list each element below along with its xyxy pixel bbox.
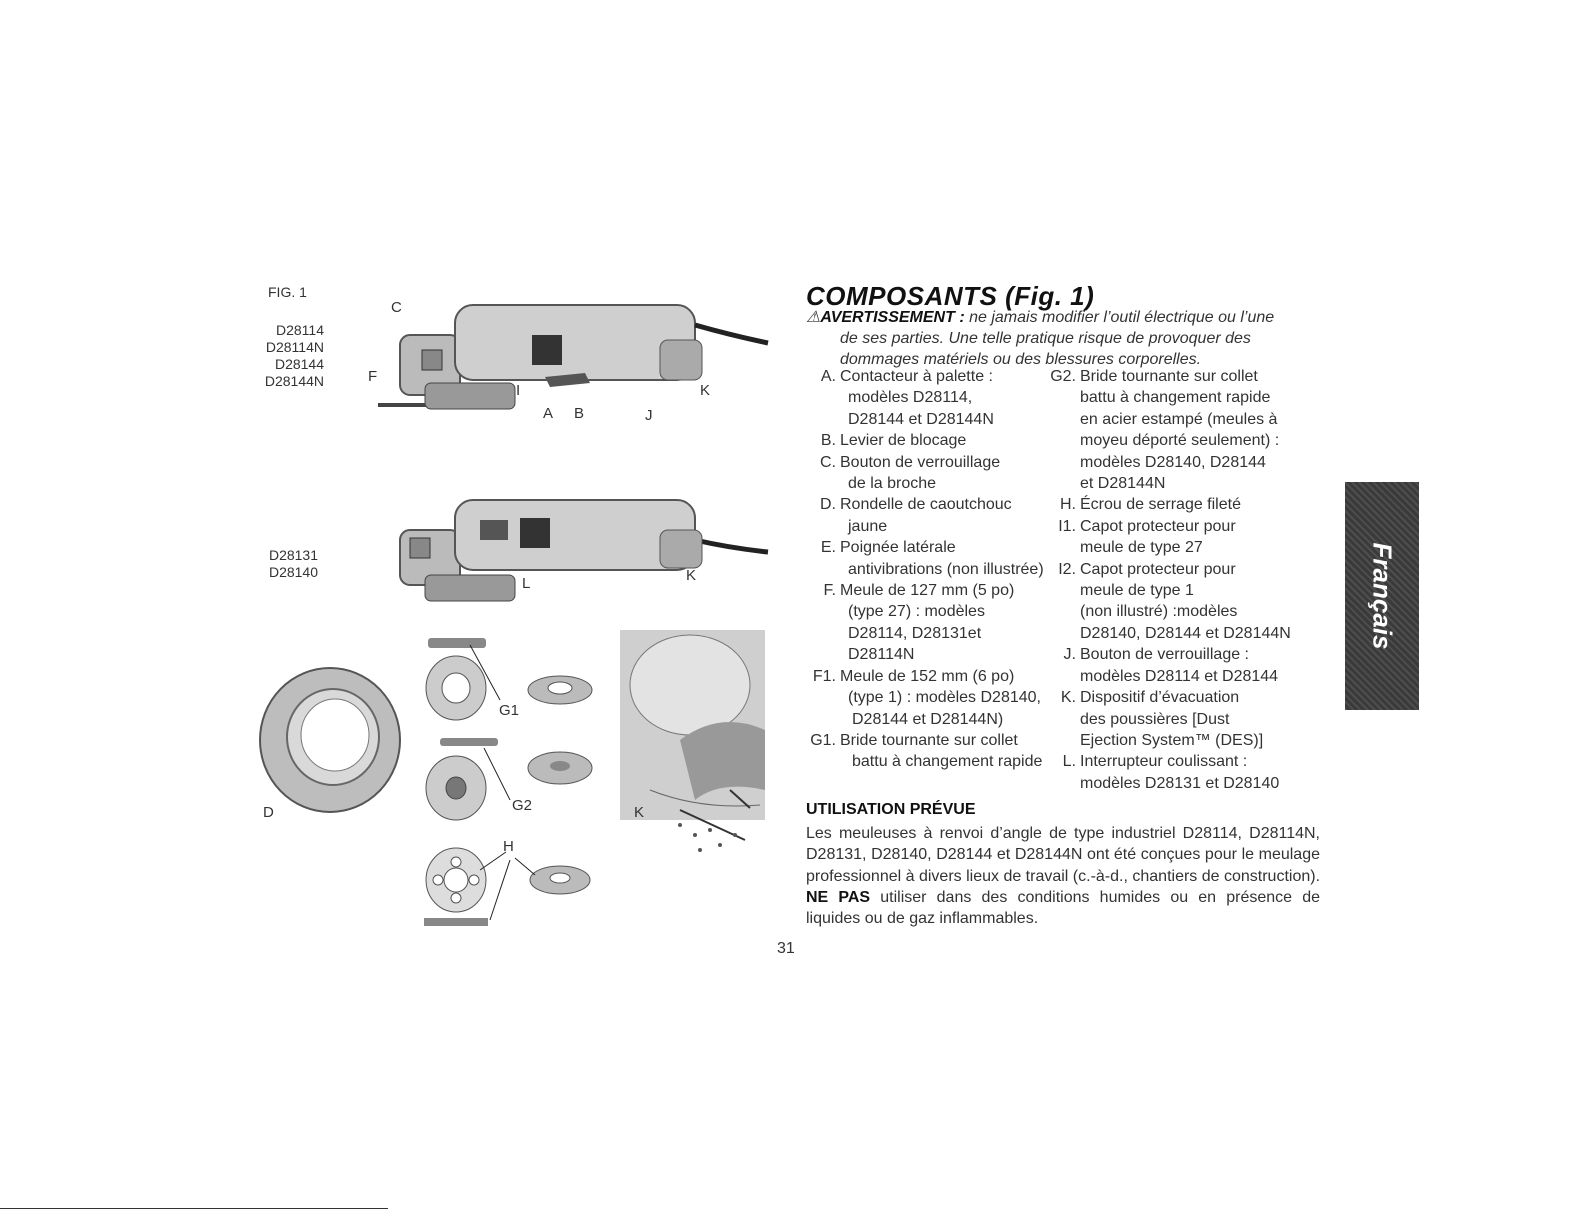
component-key: K.	[1060, 689, 1076, 707]
warning-icon: ⚠	[806, 309, 821, 326]
usage-heading: UTILISATION PRÉVUE	[806, 801, 976, 818]
component-text: modèles D28114,	[848, 389, 973, 407]
component-item	[1044, 644, 1334, 687]
footer-rule	[0, 1208, 388, 1209]
component-key: F.	[823, 582, 836, 600]
component-text: Rondelle de caoutchouc	[840, 496, 1012, 514]
component-text: (non illustré) :modèles	[1080, 603, 1238, 621]
component-key: C.	[820, 453, 836, 471]
component-key: I2.	[1058, 560, 1076, 578]
model-number: D28114N	[265, 339, 324, 355]
component-text: jaune	[848, 517, 888, 535]
component-text: de la broche	[848, 475, 937, 493]
component-text: meule de type 1	[1080, 582, 1194, 600]
component-text: modèles D28114 et D28144	[1080, 667, 1279, 685]
model-list-1	[252, 322, 324, 390]
warning-line: ne jamais modifier l’outil électrique ou l’une	[969, 309, 1275, 326]
component-key: H.	[1060, 496, 1076, 514]
page-title: COMPOSANTS (Fig. 1)	[806, 281, 1095, 311]
flange-illustrations	[420, 630, 620, 930]
component-text: D28144 et D28144N)	[852, 710, 1004, 728]
warning-lead: AVERTISSEMENT :	[820, 309, 965, 326]
figure-label: FIG. 1	[268, 284, 307, 300]
callout-d: D	[263, 804, 274, 821]
callout-k: K	[700, 382, 711, 399]
component-text: Contacteur à palette :	[840, 368, 993, 385]
component-text: Meule de 152 mm (6 po)	[840, 667, 1015, 685]
component-text: Bouton de verrouillage	[840, 453, 1001, 471]
component-item	[806, 730, 1046, 773]
component-text: moyeu déporté seulement) :	[1080, 432, 1280, 450]
language-tab	[1345, 482, 1419, 710]
warning-line: dommages matériels ou des blessures corporelles.	[840, 351, 1202, 368]
usage-text: Les meuleuses à renvoi d’angle de type industriel D28114, D28114N, D28131, D28140, D28144 et D28144N ont été conçues pour le meulage professionnel à divers lieux de travail (c.-à-d., chantiers de construction).	[806, 825, 1321, 885]
callout-j: J	[645, 407, 653, 424]
callout-g2: G2	[512, 797, 533, 814]
callout-k: K	[686, 567, 697, 584]
component-text: Écrou de serrage fileté	[1080, 496, 1241, 514]
component-item	[1044, 494, 1334, 515]
model-number: D28140	[268, 564, 318, 580]
component-key: G1.	[810, 731, 836, 749]
component-key: D.	[820, 496, 836, 514]
component-item	[806, 537, 1046, 580]
component-text: Poignée latérale	[840, 539, 956, 557]
component-key: E.	[820, 539, 836, 557]
component-text: des poussières [Dust	[1080, 710, 1230, 728]
callout-h: H	[503, 838, 514, 855]
component-text: modèles D28131 et D28140	[1080, 774, 1280, 792]
component-key: J.	[1063, 646, 1076, 664]
component-text: Meule de 127 mm (5 po)	[840, 582, 1015, 600]
component-item	[1044, 559, 1334, 645]
usage-text: utiliser dans des conditions humides ou en présence de liquides ou de gaz inflammables.	[806, 888, 1321, 928]
callout-g1: G1	[499, 702, 520, 719]
component-item	[1044, 751, 1334, 794]
grinder-illustration-1	[370, 295, 770, 425]
component-text: modèles D28140, D28144	[1080, 453, 1266, 471]
component-text: battu à changement rapide	[1080, 389, 1271, 407]
rubber-washer-illustration	[255, 665, 405, 815]
component-text: Bride tournante sur collet	[840, 731, 1018, 749]
warning-line: de ses parties. Une telle pratique risque de provoquer des	[840, 330, 1251, 347]
component-text: Levier de blocage	[840, 432, 967, 450]
component-item	[806, 430, 1046, 451]
model-number: D28144N	[264, 373, 324, 389]
component-item	[806, 494, 1046, 537]
component-item	[806, 580, 1046, 666]
grinder-illustration-2	[370, 490, 770, 610]
component-key: L.	[1062, 753, 1076, 771]
component-text: D28140, D28144 et D28144N	[1080, 624, 1291, 642]
dust-ejection-illustration	[620, 630, 765, 860]
component-text: et D28144N	[1080, 475, 1166, 493]
page-number: 31	[777, 940, 795, 957]
component-item	[806, 366, 1046, 430]
callout-l: L	[522, 575, 531, 592]
component-item	[1044, 516, 1334, 559]
model-number: D28144	[274, 356, 324, 372]
callout-f: F	[368, 368, 378, 385]
component-key: I1.	[1058, 517, 1076, 535]
component-text: antivibrations (non illustrée)	[848, 560, 1044, 578]
language-tab-label: Français	[1367, 542, 1398, 650]
component-item	[1044, 687, 1334, 751]
component-text: battu à changement rapide	[852, 753, 1043, 771]
component-text: meule de type 27	[1080, 539, 1203, 557]
component-item	[806, 452, 1046, 495]
usage-paragraph	[806, 823, 1320, 929]
component-text: Dispositif d’évacuation	[1080, 689, 1240, 707]
callout-k: K	[634, 804, 645, 821]
components-left-column	[806, 366, 1046, 773]
model-list-2	[252, 547, 318, 581]
callout-c: C	[391, 299, 402, 316]
component-text: D28114, D28131et	[848, 624, 982, 642]
component-text: D28114N	[848, 646, 915, 664]
component-text: (type 1) : modèles D28140,	[848, 689, 1041, 707]
components-right-column	[1044, 366, 1334, 794]
callout-b: B	[574, 405, 585, 422]
component-text: Interrupteur coulissant :	[1080, 753, 1248, 771]
model-number: D28114	[275, 322, 324, 338]
warning-block	[806, 307, 1326, 370]
component-text: Capot protecteur pour	[1080, 560, 1236, 578]
component-item	[806, 666, 1046, 730]
component-text: en acier estampé (meules à	[1080, 410, 1278, 428]
component-text: Ejection System™ (DES)]	[1080, 731, 1264, 749]
usage-emphasis: NE PAS	[806, 888, 871, 906]
component-text: D28144 et D28144N	[848, 410, 994, 428]
callout-a: A	[543, 405, 554, 422]
component-key: A.	[820, 368, 836, 385]
component-text: Capot protecteur pour	[1080, 517, 1236, 535]
component-text: Bride tournante sur collet	[1080, 368, 1258, 385]
component-text: (type 27) : modèles	[848, 603, 985, 621]
component-key: B.	[820, 432, 836, 450]
callout-i: I	[516, 382, 521, 399]
component-key: G2.	[1050, 368, 1076, 385]
component-text: Bouton de verrouillage :	[1080, 646, 1249, 664]
component-key: F1.	[812, 667, 836, 685]
component-item	[1044, 366, 1334, 494]
model-number: D28131	[268, 547, 318, 563]
